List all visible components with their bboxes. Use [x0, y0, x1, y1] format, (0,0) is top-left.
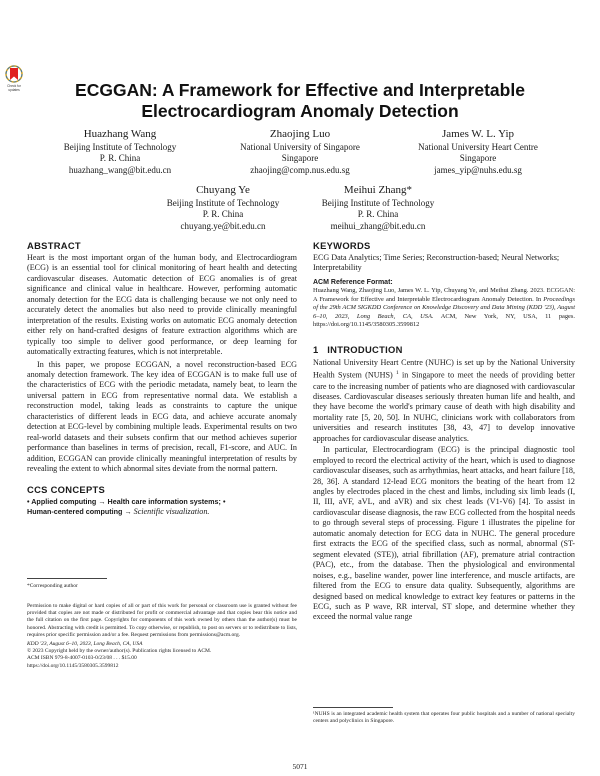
author-block — [150, 183, 296, 232]
footnote-rule-right — [313, 707, 393, 708]
acm-reference-text — [313, 287, 575, 330]
author-email: huazhang_wang@bit.edu.cn — [68, 164, 172, 175]
ccs-concepts — [27, 497, 297, 518]
author-name: Huazhang Wang — [83, 128, 157, 140]
author-country: Singapore — [281, 153, 319, 164]
author-affiliation: Beijing Institute of Technology — [166, 198, 280, 208]
author-affiliation: National University Heart Centre — [418, 142, 538, 152]
title-line-2: Electrocardiogram Anomaly Detection — [141, 101, 459, 121]
ccs-line-2-italic: Scientific visualization. — [133, 506, 210, 516]
ccs-line-2: Human-centered computing → — [27, 506, 134, 516]
author-email: meihui_zhang@bit.edu.cn — [330, 220, 426, 231]
author-block — [218, 127, 382, 176]
title-line-1: ECGGAN: A Framework for Effective and Interpretable — [75, 80, 525, 100]
permission-block — [27, 603, 297, 670]
introduction-paragraph-1 — [313, 358, 575, 444]
author-country: P. R. China — [357, 209, 399, 220]
keywords-text: ECG Data Analytics; Time Series; Reconstruction-based; Neural Networks; Interpretability — [313, 253, 560, 273]
author-email: zhaojing@comp.nus.edu.sg — [250, 164, 350, 175]
author-country: P. R. China — [202, 209, 244, 220]
doi-link[interactable]: https://doi.org/10.1145/3580305.3599812 — [27, 662, 119, 669]
author-affiliation: Beijing Institute of Technology — [63, 142, 177, 152]
author-block — [305, 183, 451, 232]
keywords-heading: KEYWORDS — [313, 240, 371, 251]
author-affiliation: National University of Singapore — [240, 142, 360, 152]
author-name: Meihui Zhang* — [343, 184, 413, 196]
badge-label: Check for updates — [7, 84, 21, 92]
introduction-paragraph-2: In particular, Electrocardiogram (ECG) is the principal diagnostic tool employed to record the electrical activity of the heart, which is used to diagnose cardiovascular diseases, such as arrhythmias, heart attacks, and heart failure [18, 28, 36]. A standard 12-lead ECG monitors the beating of the heart from 12 angles by electrodes placed in the chest and limbs, including six limb leads (I, II, III, aVF, aVL, and aVR) and six chest leads (V1-V6) [4]. To assist in cardiovascular disease diagnosis, the raw ECG collected from the hospital needs to go through several steps of processing. Figure 1 illustrates the pipeline for automatic anomaly detection for ECG data in NUHC. The general procedure first extracts the ECG of the specified class, such as normal, abnormal (ST-segment elevated (STE)), atrial fibrillation (AF), premature atrial contraction (PAC), etc., from the database. Then the physiological and environmental noises, e.g., baseline wander, power line interference, and muscle artifacts, are filtered from the ECG to ensure data quality. Subsequently, algorithms are designed based on medical knowledge to extract key features or patterns in the ECG, such as P wave, RR interval, ST slope, and determine whether they exceed the normal value range — [313, 445, 575, 622]
author-email: james_yip@nuhs.edu.sg — [434, 164, 522, 175]
author-email: chuyang.ye@bit.edu.cn — [180, 220, 266, 231]
acm-reference-heading: ACM Reference Format: — [313, 278, 393, 286]
author-block — [400, 127, 556, 176]
introduction-heading: 1 INTRODUCTION — [313, 343, 403, 355]
paper-title — [0, 80, 600, 122]
intro-p1-b: in Singapore to meet the needs of providing better care to the increasing number of patients who are diagnosed with cardiovascular diseases. Cardiovascular diseases seriously threaten human life and health, and they have become the world's primary cause of death with high disability and mortality rate [5, 20, 50]. In NUHC, clinicians work with collaborators from universities and research institutes [38, 43, 47] to develop innovative approaches for cardiovascular disease analytics. — [313, 371, 575, 443]
author-name: Zhaojing Luo — [269, 128, 331, 140]
intro-p1-a: National University Heart Centre (NUHC) is set up by the National University Health System (NUHS) — [313, 357, 575, 381]
nuhs-footnote: ¹NUHS is an integrated academic health system that operates four public hospitals and a number of national specialty centers and polyclinics in Singapore. — [313, 711, 575, 725]
author-affiliation: Beijing Institute of Technology — [321, 198, 435, 208]
footnote-marker: 1 — [395, 370, 399, 377]
right-column — [313, 240, 575, 623]
author-block — [45, 127, 195, 176]
abstract-section — [27, 240, 297, 517]
acm-reference-part-1: Huazhang Wang, Zhaojing Luo, James W. L. Yip, Chuyang Ye, and Meihui Zhang. 2023. ECGGAN: A Framework for Effective and Interpretable Electrocardiogram Anomaly Detection. In — [313, 286, 575, 303]
acm-reference-part-2: ACM, New York, NY, USA, 11 pages. https://doi.org/10.1145/3580305.3599812 — [313, 312, 575, 329]
isbn-line: ACM ISBN 979-8-4007-0103-0/23/08 . . . $15.00 — [27, 655, 137, 662]
permission-text: Permission to make digital or hard copies of all or part of this work for personal or classroom use is granted without fee provided that copies are not made or distributed for profit or commercial advantage and that copies bear this notice and the full citation on the first page. Copyrights for components of this work owned by others than the author(s) must be honored. Abstracting with credit is permitted. To copy otherwise, or republish, to post on servers or to redistribute to lists, requires prior specific permission and/or a fee. Request permissions from permissions@acm.org. — [27, 603, 297, 638]
acm-reference-venue: Proceedings of the 29th ACM SIGKDD Conference on Knowledge Discovery and Data Mining (KDD '23), August 6–10, 2023, Long Beach, CA, USA. — [313, 295, 575, 320]
footnote-rule — [27, 578, 107, 579]
author-country: P. R. China — [99, 153, 141, 164]
author-name: Chuyang Ye — [196, 184, 250, 196]
abstract-paragraph-1: Heart is the most important organ of the human body, and Electrocardiogram (ECG) is an essential tool for clinical monitoring of heart health and detecting cardiovascular diseases. Automatic detection of ECG anomalies is of great significance and clinical value in healthcare. However, performing automatic anomaly detection for the ECG data is challenging because we not only need to accurately detect the anomalies but also need to provide clinically meaningful interpretation of the results. Existing works on automatic ECG anomaly detection either rely on hand-crafted designs of feature extraction algorithms which are typically too simple to deliver good performance, or deep learning for automatically extracting features, which is not interpretable. — [27, 253, 297, 357]
author-name: James W. L. Yip — [441, 128, 514, 140]
abstract-paragraph-2: In this paper, we propose ECGGAN, a novel reconstruction-based ECG anomaly detection framework. The key idea of ECGGAN is to make full use of the characteristics of ECG with the periodic metadata, namely beat, to learn the universal pattern in ECG from representative normal data. We establish a reconstruction model, taking leads as constraints to capture the unique characteristics of different leads in ECG data, and achieve accurate anomaly detection at ECG-level by combining multiple leads. Experimental results on two real-world datasets and their subsets confirm that our method achieves superior performance than baselines in terms of precision, recall, F1-score, and AUC. In addition, ECGGAN can provide clinically meaningful interpretation of results by revealing the extent to which abnormal sites deviate from the normal pattern. — [27, 359, 297, 474]
conference-line: KDD '23, August 6–10, 2023, Long Beach, CA, USA — [27, 641, 143, 648]
corresponding-author-footnote: *Corresponding author — [27, 583, 78, 589]
ccs-heading: CCS CONCEPTS — [27, 483, 106, 495]
ccs-line-1: • Applied computing → Health care information systems; • — [27, 496, 226, 506]
copyright-line: © 2023 Copyright held by the owner/author(s). Publication rights licensed to ACM. — [27, 648, 212, 655]
author-country: Singapore — [459, 153, 497, 164]
abstract-heading: ABSTRACT — [27, 240, 81, 251]
page-number: 5071 — [292, 762, 308, 771]
